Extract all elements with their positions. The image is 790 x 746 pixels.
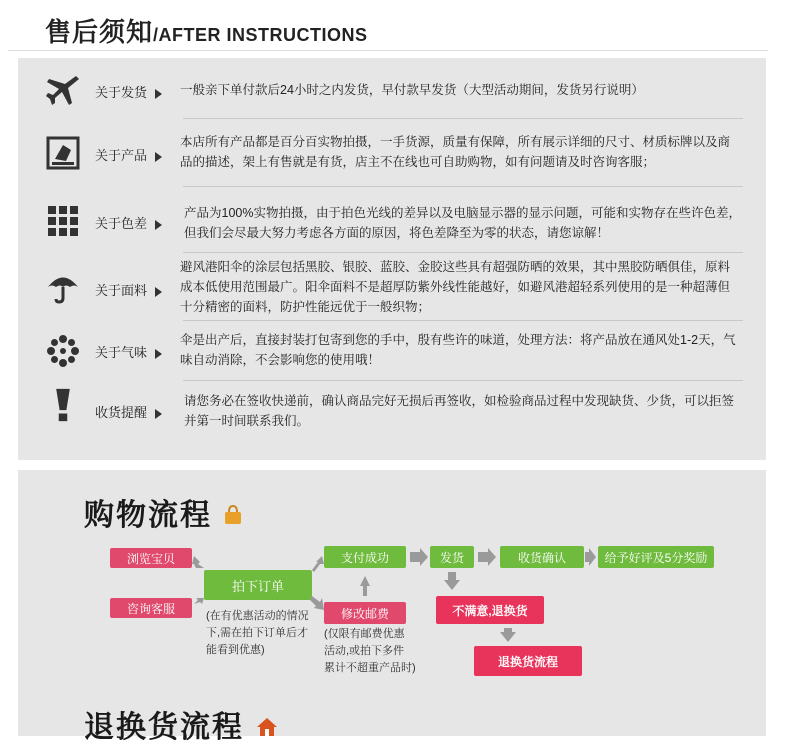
arrow-pay-ship [410, 548, 428, 566]
exclamation-icon [46, 388, 80, 422]
flow-title-text: 购物流程 [84, 498, 212, 533]
confirm-box: 收货确认 [500, 546, 584, 568]
row-text: 伞是出产后，直接封装打包寄到您的手中，殷有些许的味道，处理方法：将产品放在通风处1-2天，气味自动消除，不会影响您的使用哦！ [180, 333, 736, 367]
return-section-title [84, 702, 278, 746]
row-label: 关于发货 [95, 82, 162, 101]
page-title-cn: 售后须知 [45, 17, 154, 47]
row-divider [183, 380, 743, 381]
arrow-right-icon [155, 349, 162, 359]
arrow-right-icon [155, 152, 162, 162]
row-label: 关于面料 [95, 280, 162, 299]
row-divider [183, 320, 743, 321]
row-divider [183, 186, 743, 187]
row-divider [183, 252, 743, 253]
arrow-right-icon [155, 220, 162, 230]
consult-box: 咨询客服 [110, 598, 192, 618]
airplane-icon [46, 73, 80, 107]
postage-note: (仅限有邮费优惠 活动,或拍下多件 累计不超重产品时) [324, 628, 416, 674]
arrow-confirm-review [585, 548, 596, 566]
arrow-consult-order [194, 598, 204, 604]
order-note: (在有优惠活动的情况 下,需在拍下订单后才 能看到优惠) [206, 610, 309, 656]
flower-icon [46, 334, 80, 368]
unsatisfied-box: 不满意,退换货 [436, 596, 544, 624]
pay-box: 支付成功 [324, 546, 406, 568]
arrow-ship-unsatisfied [444, 572, 460, 590]
shopping-flow-panel [18, 470, 766, 745]
row-label: 关于色差 [95, 213, 162, 232]
umbrella-icon [46, 270, 80, 304]
header-divider [8, 50, 768, 51]
arrow-order-modify [310, 596, 324, 610]
row-receipt [18, 384, 766, 444]
color-grid-icon [46, 204, 80, 238]
row-label: 收货提醒 [95, 402, 162, 421]
row-smell [18, 324, 766, 378]
row-shipping [18, 68, 766, 116]
row-text: 产品为100%实物拍摄，由于拍色光线的差异以及电脑显示器的显示问题，可能和实物存在些许色差，但我们会尽最大努力考虑各方面的原因，将色差降至为零的状态，请您谅解！ [184, 206, 741, 240]
review-box: 给予好评及5分奖励 [598, 546, 714, 568]
arrow-browse-order [192, 556, 204, 568]
row-color [18, 190, 766, 250]
arrow-right-icon [155, 89, 162, 99]
row-text: 避风港阳伞的涂层包括黑胶、银胶、蓝胶、金胶这些具有超强防晒的效果，其中黑胶防晒俱佳，原料成本低使用范围最广。阳伞面料不是超厚防紫外线性能越好，如避风港超轻系列使用的是一种超薄但十分精密的面料，防护性能远优于一般织物； [180, 260, 731, 314]
after-sales-panel [18, 58, 766, 460]
arrow-right-icon [155, 287, 162, 297]
house-icon [256, 717, 278, 737]
arrow-order-pay [312, 556, 324, 572]
row-divider [183, 118, 743, 119]
row-label: 关于气味 [95, 342, 162, 361]
return-flow-box: 退换货流程 [474, 646, 582, 676]
row-label: 关于产品 [95, 145, 162, 164]
ship-box: 发货 [430, 546, 474, 568]
arrow-right-icon [155, 409, 162, 419]
row-text: 本店所有产品都是百分百实物拍摄，一手货源，质量有保障，所有展示详细的尺寸、材质标牌以及商品的描述，架上有售就是有货，店主不在线也可自助购物，如有问题请及时咨询客服； [180, 135, 731, 169]
page-title [45, 12, 368, 49]
row-text: 一般亲下单付款后24小时之内发货，早付款早发货（大型活动期间，发货另行说明） [180, 83, 644, 97]
arrow-unsatisfied-return [500, 628, 516, 642]
row-product [18, 122, 766, 182]
product-frame-icon [46, 136, 80, 170]
row-fabric [18, 256, 766, 318]
arrow-modify-pay [360, 576, 370, 596]
row-text: 请您务必在签收快递前，确认商品完好无损后再签收，如检验商品过程中发现缺货、少货，可以拒签并第一时间联系我们。 [184, 394, 735, 428]
browse-box: 浏览宝贝 [110, 548, 192, 568]
return-section-title-text: 退换货流程 [84, 710, 244, 745]
order-box: 拍下订单 [204, 570, 312, 600]
page-title-en: /AFTER INSTRUCTIONS [153, 25, 368, 45]
arrow-ship-confirm [478, 548, 496, 566]
flow-arrows [18, 470, 766, 736]
modify-postage-box: 修改邮费 [324, 602, 406, 624]
